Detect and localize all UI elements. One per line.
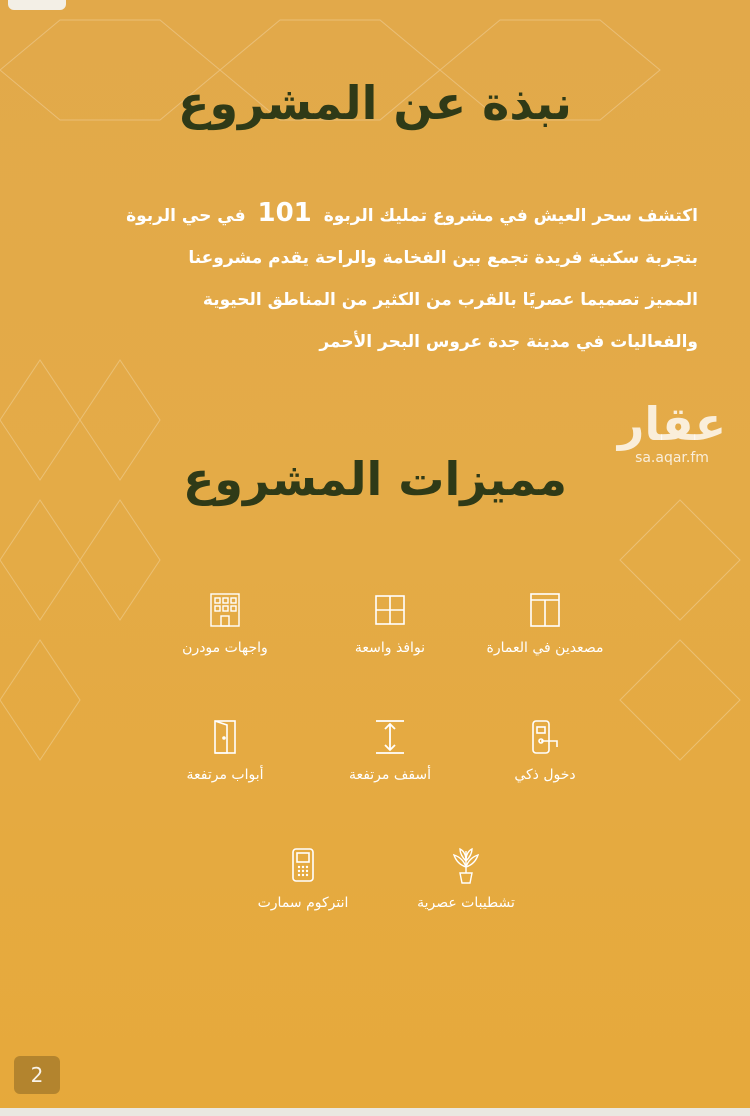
feature-label: نوافذ واسعة — [354, 640, 426, 656]
intercom-icon — [283, 845, 323, 885]
about-heading: نبذة عن المشروع — [178, 76, 572, 130]
about-line-1-post: في حي الربوة — [126, 206, 246, 226]
feature-facades — [125, 590, 325, 656]
feature-label: دخول ذكي — [514, 767, 576, 783]
window-icon — [370, 590, 410, 630]
about-line-1 — [98, 192, 698, 237]
watermark-logo: عقار — [617, 397, 727, 451]
about-line-1-pre: اكتشف سحر العيش في مشروع تمليك الربوة — [323, 206, 698, 226]
about-paragraph — [98, 192, 698, 363]
about-line-4: والفعاليات في مدينة جدة عروس البحر الأحمر — [319, 332, 698, 352]
feature-label: واجهات مودرن — [182, 640, 268, 656]
page-number-badge: 2 — [14, 1056, 60, 1094]
door-icon — [205, 717, 245, 757]
feature-label: تشطيبات عصرية — [417, 895, 515, 911]
plant-icon — [446, 845, 486, 885]
features-heading: مميزات المشروع — [182, 452, 568, 506]
feature-high-doors — [125, 717, 325, 783]
project-number: 101 — [257, 198, 312, 228]
watermark-url: sa.aqar.fm — [635, 450, 709, 466]
ceiling-height-icon — [370, 717, 410, 757]
about-line-3: المميز تصميما عصريًا بالقرب من الكثير من المناطق الحيوية — [202, 290, 698, 310]
smart-lock-icon — [525, 717, 565, 757]
feature-label: أبواب مرتفعة — [186, 767, 264, 783]
feature-label: أسقف مرتفعة — [348, 767, 432, 783]
elevator-icon — [525, 590, 565, 630]
feature-label: انتركوم سمارت — [257, 895, 349, 911]
building-icon — [205, 590, 245, 630]
top-tab — [8, 0, 66, 10]
about-line-2: بتجربة سكنية فريدة تجمع بين الفخامة والراحة يقدم مشروعنا — [188, 248, 698, 268]
feature-smart-intercom — [203, 845, 403, 911]
bottom-bar — [0, 1108, 750, 1116]
feature-label: مصعدين في العمارة — [486, 640, 604, 656]
